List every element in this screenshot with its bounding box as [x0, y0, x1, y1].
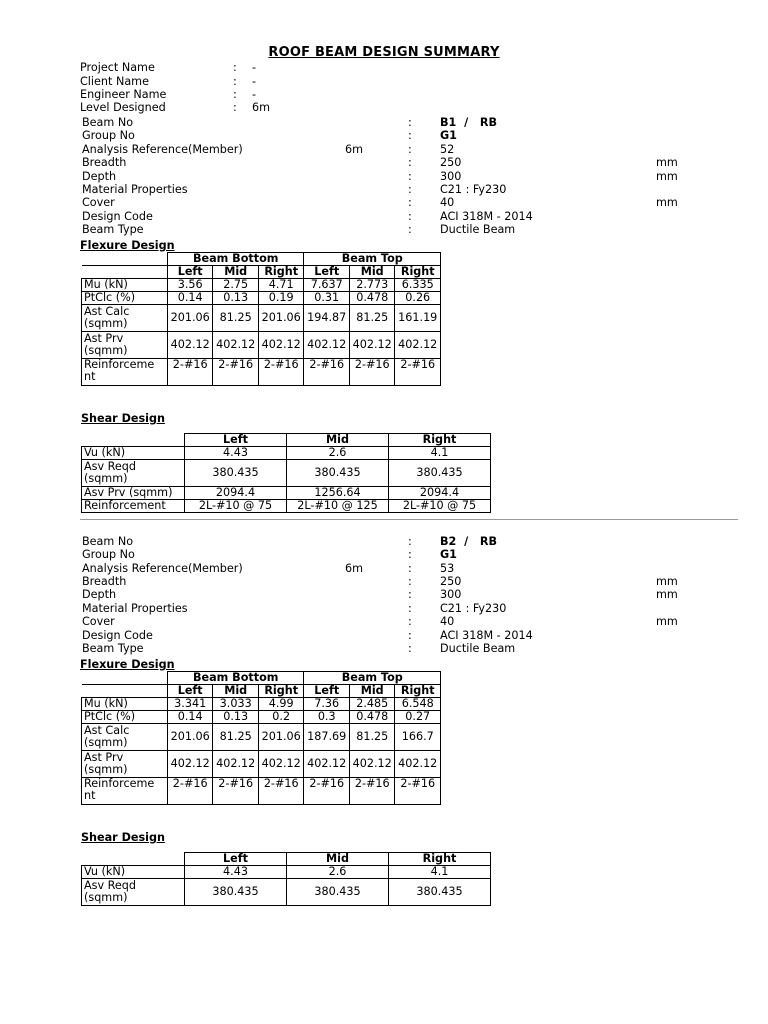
cell: 0.3: [304, 711, 350, 724]
analysis-ref-level: 6m: [345, 143, 364, 156]
cell: 2-#16: [258, 359, 304, 386]
cell: 380.435: [287, 879, 389, 906]
cell: 2.773: [349, 279, 395, 292]
row-label: Ast Prv (sqmm): [82, 751, 168, 778]
row-label: Vu (kN): [82, 447, 185, 460]
row-label: Reinforceme nt: [82, 778, 168, 805]
breadth-sep: :: [408, 156, 412, 169]
beam-type-label: Beam Type: [82, 223, 144, 236]
shear-corner: [82, 434, 185, 447]
cell: 402.12: [213, 332, 259, 359]
cell: 2-#16: [167, 359, 213, 386]
table-row: [82, 305, 441, 332]
breadth-unit: mm: [656, 575, 678, 588]
cell: 2-#16: [304, 359, 350, 386]
material-label: Material Properties: [82, 602, 188, 615]
cell: 0.13: [213, 711, 259, 724]
cell: 4.43: [185, 866, 287, 879]
design-code-value: ACI 318M - 2014: [440, 629, 533, 642]
row-label: PtClc (%): [82, 711, 168, 724]
table-row: [82, 698, 441, 711]
beam-type-label: Beam Type: [82, 642, 144, 655]
cell: 4.43: [185, 447, 287, 460]
cell: 81.25: [213, 305, 259, 332]
level-designed-sep: :: [233, 101, 237, 114]
row-label: Ast Prv (sqmm): [82, 332, 168, 359]
flexure-corner: [82, 253, 168, 266]
col-top-mid: Mid: [349, 685, 395, 698]
cell: 2.6: [287, 866, 389, 879]
cover-label: Cover: [82, 615, 115, 628]
analysis-ref-label: Analysis Reference(Member): [82, 562, 243, 575]
cell: 201.06: [258, 724, 304, 751]
group-no-value: G1: [440, 129, 457, 142]
row-label: Mu (kN): [82, 698, 168, 711]
design-code-value: ACI 318M - 2014: [440, 210, 533, 223]
breadth-value: 250: [440, 156, 462, 169]
cell: 2-#16: [304, 778, 350, 805]
breadth-unit: mm: [656, 156, 678, 169]
cover-value: 40: [440, 196, 455, 209]
breadth-label: Breadth: [82, 156, 127, 169]
cell: 2-#16: [258, 778, 304, 805]
project-name-label: Project Name: [80, 61, 155, 74]
beam-divider: [80, 519, 738, 520]
depth-sep: :: [408, 588, 412, 601]
row-label: Asv Prv (sqmm): [82, 487, 185, 500]
flexure-design-heading: Flexure Design: [80, 658, 175, 671]
shear-head-row: [82, 434, 491, 447]
cell: 2-#16: [395, 359, 441, 386]
depth-sep: :: [408, 170, 412, 183]
analysis-ref-value: 52: [440, 143, 455, 156]
breadth-sep: :: [408, 575, 412, 588]
shear-col-left: Left: [185, 434, 287, 447]
cell: 402.12: [395, 332, 441, 359]
engineer-name-label: Engineer Name: [80, 88, 167, 101]
shear-col-mid: Mid: [287, 853, 389, 866]
flexure-corner-2: [82, 685, 168, 698]
cell: 0.478: [349, 292, 395, 305]
flexure-head-row-1: [82, 253, 441, 266]
cell: 402.12: [213, 751, 259, 778]
col-top-right: Right: [395, 266, 441, 279]
cell: 402.12: [167, 751, 213, 778]
cell: 2.485: [349, 698, 395, 711]
breadth-value: 250: [440, 575, 462, 588]
col-top-mid: Mid: [349, 266, 395, 279]
beam-no-label: Beam No: [82, 535, 134, 548]
cell: 402.12: [258, 332, 304, 359]
table-row: [82, 359, 441, 386]
flexure-head-row-1: [82, 672, 441, 685]
cell: 2-#16: [213, 778, 259, 805]
analysis-ref-label: Analysis Reference(Member): [82, 143, 243, 156]
engineer-name-value: -: [252, 88, 257, 101]
beam-bottom-header: Beam Bottom: [167, 672, 304, 685]
row-label: Mu (kN): [82, 279, 168, 292]
cell: 2-#16: [395, 778, 441, 805]
table-row: [82, 447, 491, 460]
cell: 81.25: [213, 724, 259, 751]
beam-no-sep: :: [408, 116, 412, 129]
row-label: Asv Reqd (sqmm): [82, 879, 185, 906]
material-value: C21 : Fy230: [440, 183, 507, 196]
table-row: [82, 292, 441, 305]
flexure-design-heading: Flexure Design: [80, 239, 175, 252]
cell: 1256.64: [287, 487, 389, 500]
cell: 0.13: [213, 292, 259, 305]
flexure-table: [81, 252, 441, 386]
cell: 6.335: [395, 279, 441, 292]
material-sep: :: [408, 183, 412, 196]
group-no-sep: :: [408, 548, 412, 561]
cell: 2-#16: [349, 359, 395, 386]
shear-head-row: [82, 853, 491, 866]
flexure-table: [81, 671, 441, 805]
col-bottom-left: Left: [167, 266, 213, 279]
cell: 0.14: [167, 292, 213, 305]
cell: 0.19: [258, 292, 304, 305]
cell: 2-#16: [349, 778, 395, 805]
col-bottom-mid: Mid: [213, 685, 259, 698]
beam-bottom-header: Beam Bottom: [167, 253, 304, 266]
beam-type-value: Ductile Beam: [440, 223, 516, 236]
shear-design-heading: Shear Design: [81, 412, 165, 425]
cell: 2-#16: [213, 359, 259, 386]
depth-unit: mm: [656, 588, 678, 601]
cell: 161.19: [395, 305, 441, 332]
table-row: [82, 279, 441, 292]
cell: 402.12: [167, 332, 213, 359]
design-code-label: Design Code: [82, 629, 153, 642]
cell: 2094.4: [185, 487, 287, 500]
analysis-ref-sep: :: [408, 143, 412, 156]
cell: 4.1: [389, 447, 491, 460]
cell: 2.6: [287, 447, 389, 460]
cell: 4.71: [258, 279, 304, 292]
table-row: [82, 778, 441, 805]
cell: 4.1: [389, 866, 491, 879]
project-name-sep: :: [233, 61, 237, 74]
flexure-head-row-2: [82, 685, 441, 698]
beam-top-header: Beam Top: [304, 672, 441, 685]
beam-no-label: Beam No: [82, 116, 134, 129]
row-label: Reinforcement: [82, 500, 185, 513]
table-row: [82, 879, 491, 906]
cell: 194.87: [304, 305, 350, 332]
flexure-head-row-2: [82, 266, 441, 279]
col-top-left: Left: [304, 685, 350, 698]
row-label: PtClc (%): [82, 292, 168, 305]
table-row: [82, 487, 491, 500]
shear-col-right: Right: [389, 853, 491, 866]
project-name-value: -: [252, 61, 257, 74]
col-top-left: Left: [304, 266, 350, 279]
shear-table: [81, 852, 491, 906]
cell: 402.12: [304, 332, 350, 359]
material-value: C21 : Fy230: [440, 602, 507, 615]
cover-sep: :: [408, 196, 412, 209]
level-designed-value: 6m: [252, 101, 271, 114]
engineer-name-sep: :: [233, 88, 237, 101]
cell: 0.2: [258, 711, 304, 724]
cell: 0.27: [395, 711, 441, 724]
table-row: [82, 711, 441, 724]
cover-label: Cover: [82, 196, 115, 209]
row-label: Reinforceme nt: [82, 359, 168, 386]
table-row: [82, 751, 441, 778]
design-code-sep: :: [408, 629, 412, 642]
beam-top-header: Beam Top: [304, 253, 441, 266]
cover-unit: mm: [656, 196, 678, 209]
beam-no-value: B1 / RB: [440, 116, 498, 129]
analysis-ref-sep: :: [408, 562, 412, 575]
cover-sep: :: [408, 615, 412, 628]
cell: 2.75: [213, 279, 259, 292]
cell: 380.435: [185, 460, 287, 487]
cover-value: 40: [440, 615, 455, 628]
client-name-value: -: [252, 75, 257, 88]
table-row: [82, 866, 491, 879]
cell: 4.99: [258, 698, 304, 711]
beam-type-value: Ductile Beam: [440, 642, 516, 655]
cell: 402.12: [304, 751, 350, 778]
cell: 201.06: [258, 305, 304, 332]
group-no-label: Group No: [82, 548, 135, 561]
cell: 402.12: [258, 751, 304, 778]
beam-type-sep: :: [408, 642, 412, 655]
cell: 6.548: [395, 698, 441, 711]
material-sep: :: [408, 602, 412, 615]
shear-col-right: Right: [389, 434, 491, 447]
beam-no-sep: :: [408, 535, 412, 548]
cell: 380.435: [389, 460, 491, 487]
client-name-sep: :: [233, 75, 237, 88]
cell: 201.06: [167, 724, 213, 751]
beam-type-sep: :: [408, 223, 412, 236]
design-code-sep: :: [408, 210, 412, 223]
level-designed-label: Level Designed: [80, 101, 166, 114]
group-no-value: G1: [440, 548, 457, 561]
cell: 81.25: [349, 724, 395, 751]
cell: 402.12: [349, 332, 395, 359]
cell: 380.435: [389, 879, 491, 906]
flexure-corner-2: [82, 266, 168, 279]
cell: 380.435: [185, 879, 287, 906]
cell: 166.7: [395, 724, 441, 751]
material-label: Material Properties: [82, 183, 188, 196]
analysis-ref-value: 53: [440, 562, 455, 575]
row-label: Asv Reqd (sqmm): [82, 460, 185, 487]
shear-col-left: Left: [185, 853, 287, 866]
beam-no-value: B2 / RB: [440, 535, 498, 548]
table-row: [82, 724, 441, 751]
cell: 3.341: [167, 698, 213, 711]
shear-table: [81, 433, 491, 513]
shear-col-mid: Mid: [287, 434, 389, 447]
cell: 2L-#10 @ 125: [287, 500, 389, 513]
cell: 7.36: [304, 698, 350, 711]
flexure-corner: [82, 672, 168, 685]
breadth-label: Breadth: [82, 575, 127, 588]
cell: 3.56: [167, 279, 213, 292]
depth-value: 300: [440, 170, 462, 183]
cell: 81.25: [349, 305, 395, 332]
row-label: Vu (kN): [82, 866, 185, 879]
cell: 0.31: [304, 292, 350, 305]
table-row: [82, 460, 491, 487]
col-bottom-right: Right: [258, 266, 304, 279]
col-bottom-right: Right: [258, 685, 304, 698]
cell: 201.06: [167, 305, 213, 332]
table-row: [82, 500, 491, 513]
col-bottom-left: Left: [167, 685, 213, 698]
cell: 7.637: [304, 279, 350, 292]
shear-design-heading: Shear Design: [81, 831, 165, 844]
row-label: Ast Calc (sqmm): [82, 724, 168, 751]
cell: 187.69: [304, 724, 350, 751]
depth-label: Depth: [82, 588, 117, 601]
cell: 402.12: [349, 751, 395, 778]
cell: 0.26: [395, 292, 441, 305]
cell: 0.478: [349, 711, 395, 724]
col-bottom-mid: Mid: [213, 266, 259, 279]
cover-unit: mm: [656, 615, 678, 628]
cell: 2L-#10 @ 75: [185, 500, 287, 513]
table-row: [82, 332, 441, 359]
group-no-sep: :: [408, 129, 412, 142]
cell: 0.14: [167, 711, 213, 724]
cell: 2-#16: [167, 778, 213, 805]
shear-corner: [82, 853, 185, 866]
row-label: Ast Calc (sqmm): [82, 305, 168, 332]
cell: 2L-#10 @ 75: [389, 500, 491, 513]
page-title: ROOF BEAM DESIGN SUMMARY: [268, 45, 500, 60]
group-no-label: Group No: [82, 129, 135, 142]
cell: 402.12: [395, 751, 441, 778]
cell: 380.435: [287, 460, 389, 487]
cell: 2094.4: [389, 487, 491, 500]
col-top-right: Right: [395, 685, 441, 698]
cell: 3.033: [213, 698, 259, 711]
depth-label: Depth: [82, 170, 117, 183]
client-name-label: Client Name: [80, 75, 149, 88]
analysis-ref-level: 6m: [345, 562, 364, 575]
depth-unit: mm: [656, 170, 678, 183]
design-code-label: Design Code: [82, 210, 153, 223]
depth-value: 300: [440, 588, 462, 601]
